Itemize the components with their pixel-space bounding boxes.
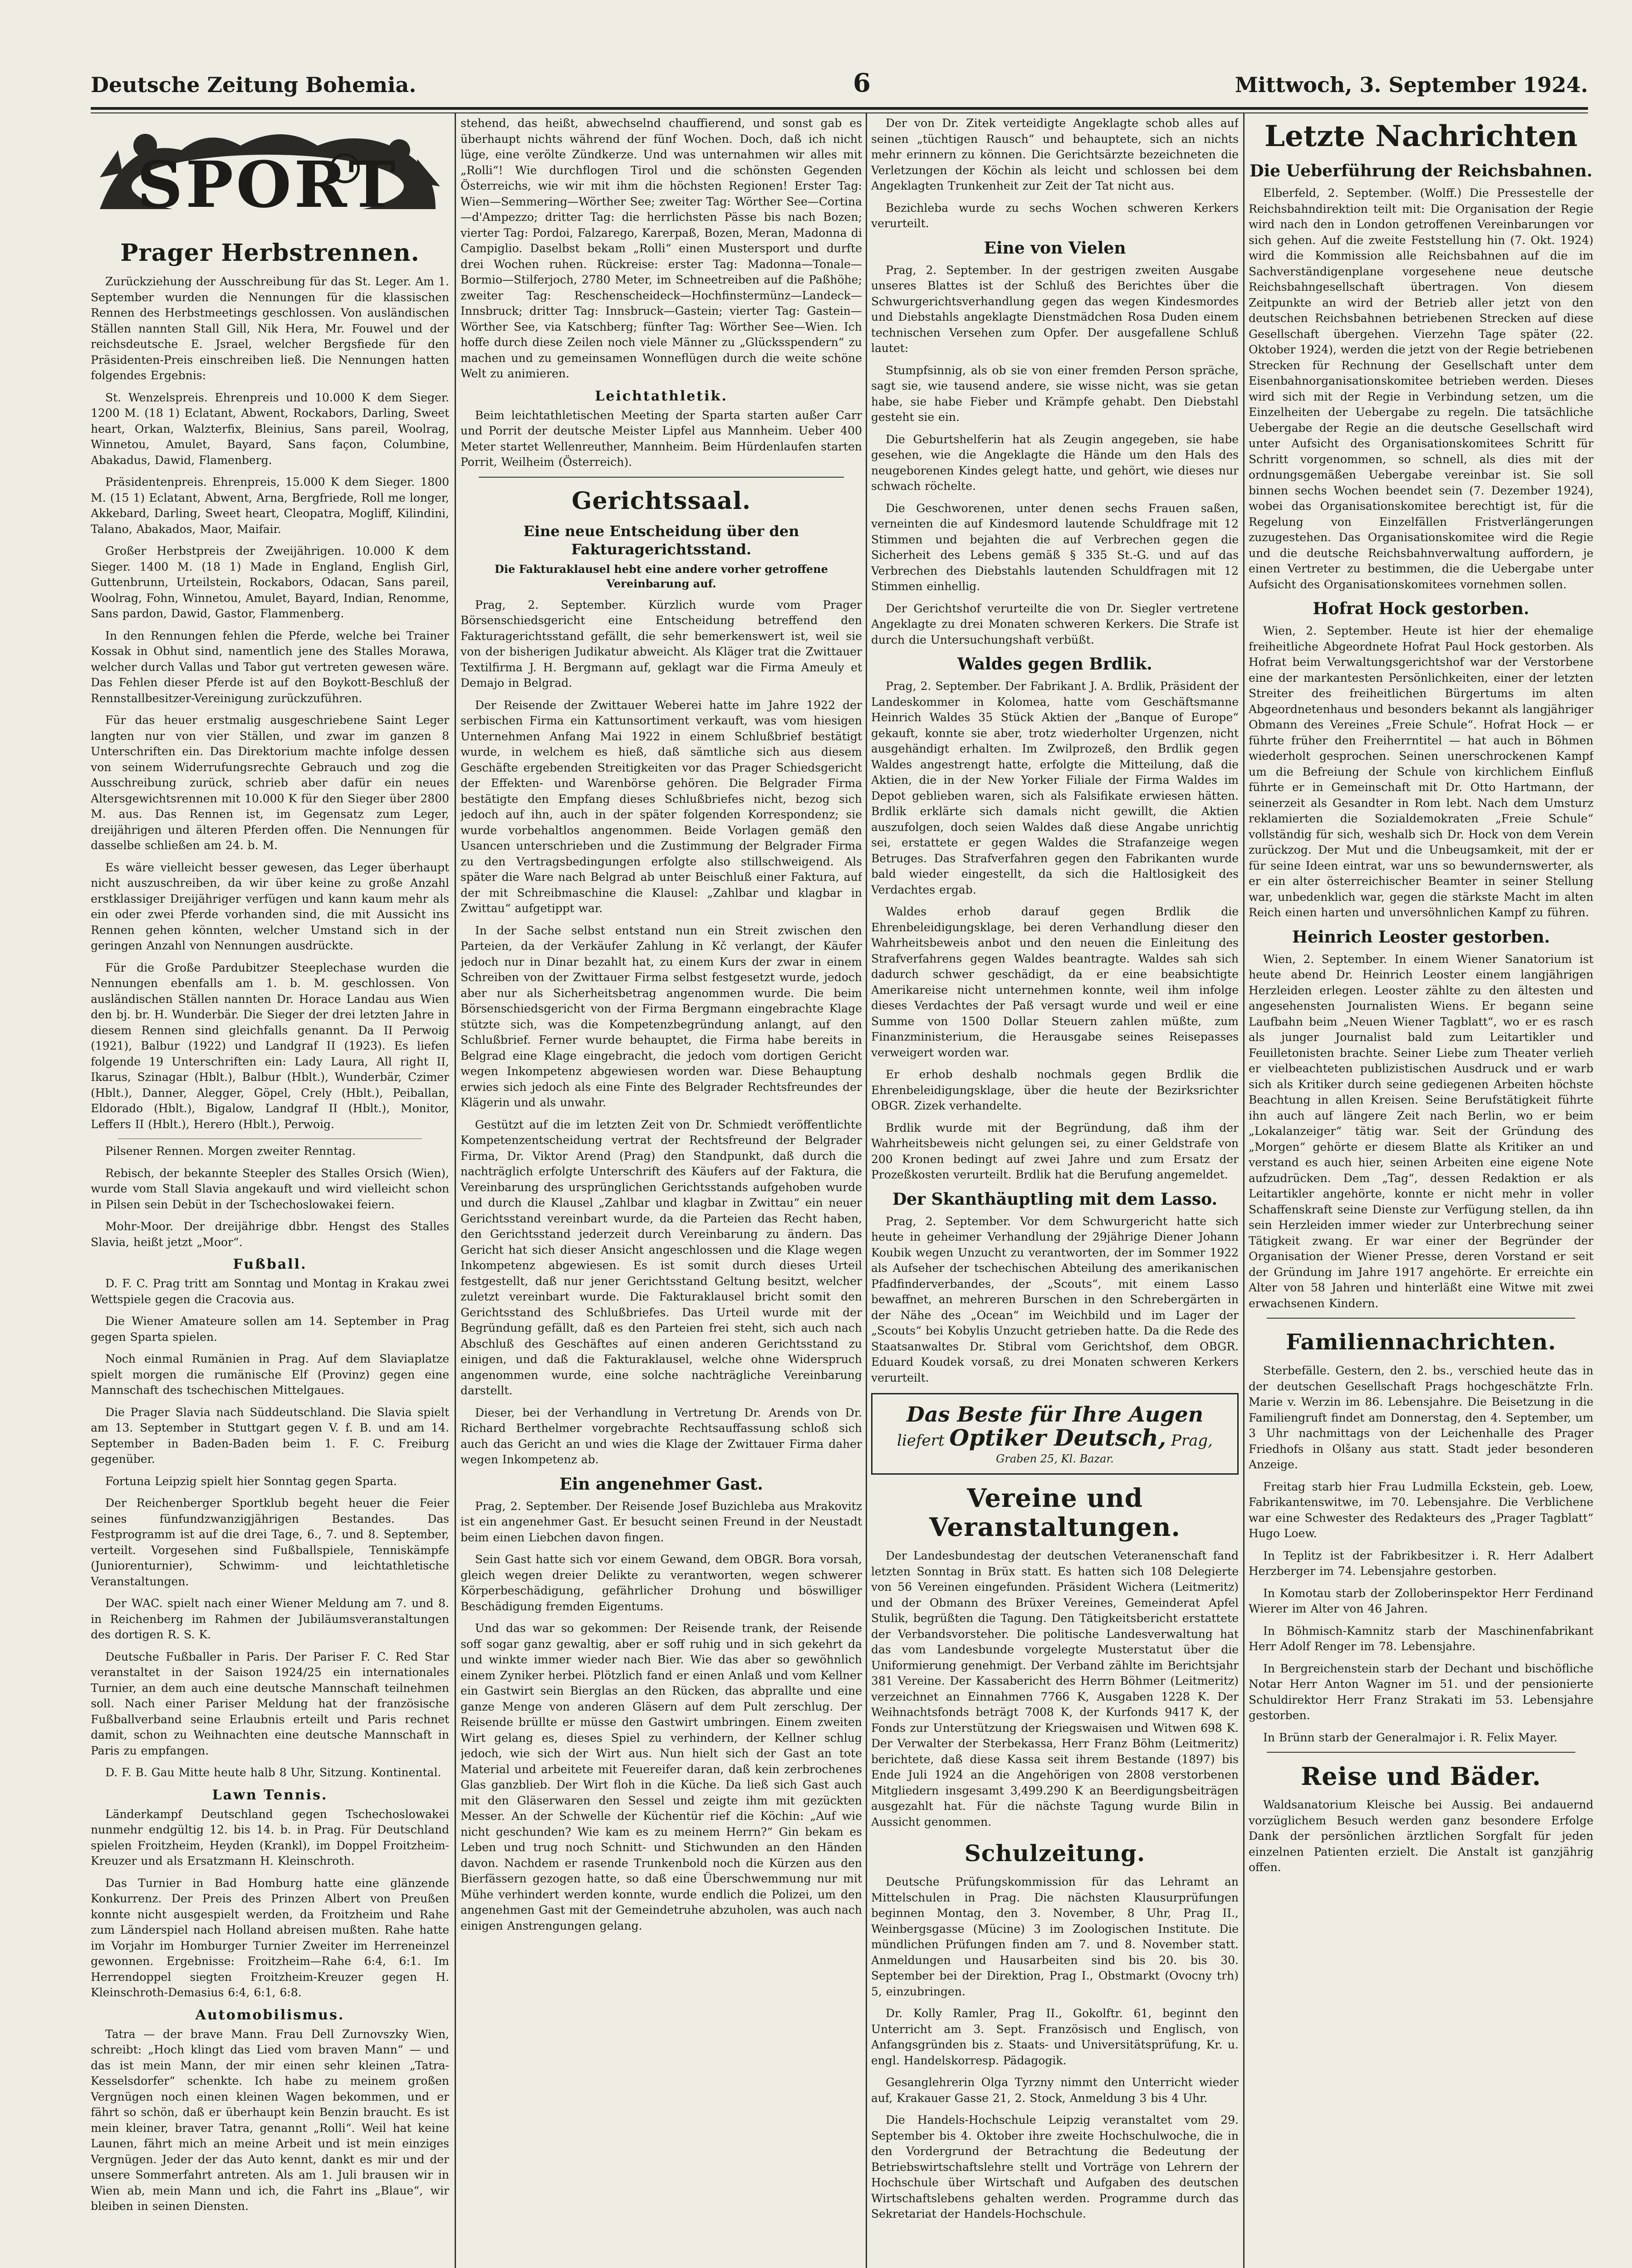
ad-prefix: liefert [897,1432,945,1450]
paragraph: Wien, 2. September. Heute ist hier der ehemalige freiheitliche Abgeordnete Hofrat Paul Hock gestorben. Als Hofrat beim Verwaltungsgerichtshof war der Verstorbene eine der markantesten Persönlichkeiten, einer der letzten Streiter des freiheitlichen Bürgertums im alten Abgeordnetenhaus und besonders bekannt als langjähriger Obmann des Vereines „Freie Schule“. Hofrat Hock — er führte früher den Freiherrntitel — hat auch in Böhmen wiederholt gesprochen. Seinen unerschrockenen Kampf um die Befreiung der Schule von kirchlichem Einfluß führte er in Gemeinschaft mit Dr. Otto Hartmann, der seinerzeit als Gesandter in Rom lebt. Nach dem Umsturz reklamierten die Sozialdemokraten „Freie Schule“ vollständig für sich, weshalb sich Dr. Hock von dem Verein zurückzog. Der Mut und die Unbeugsamkeit, mit der er für seine Ideen eintrat, war uns so bewundernswerter, als er ein alter österreichischer Beamter in seiner Stellung war, unbedenklich war, gegen die stärkste Macht im alten Reich einen harten und unversöhnlichen Kampf zu führen. [1249,624,1593,919]
column-3 [871,116,1239,2268]
paragraph: Beim leichtathletischen Meeting der Sparta starten außer Carr und Porrit der deutsche Meister Lipfel aus Mannheim. Ueber 400 Meter startet Wellenreuther, Mannheim. Beim Hürdenlaufen starten Porrit, Weilheim (Österreich). [461,408,862,469]
paragraph: In Bergreichenstein starb der Dechant und bischöfliche Notar Herr Anton Wagner im 51. und der pensionierte Schuldirektor Herr Franz Strakati im 53. Lebensjahre gestorben. [1249,1662,1593,1722]
paragraph: In Teplitz ist der Fabrikbesitzer i. R. Herr Adalbert Herzberger im 74. Lebensjahre gestorben. [1249,1549,1593,1578]
paragraph: Waldsanatorium Kleische bei Aussig. Bei andauernd vorzüglichem Besuch werden ganz besondere Erfolge Dank der persönlichen ärztlichen Sorgfalt für jeden einzelnen Patienten erzielt. Die Anstalt ist ganzjährig offen. [1249,1798,1593,1874]
ad-company: Optiker Deutsch, [949,1424,1166,1451]
paragraph: Fortuna Leipzig spielt hier Sonntag gegen Sparta. [105,1474,397,1488]
section-title-letzte-nachrichten: Letzte Nachrichten [1264,119,1578,153]
paragraph: Freitag starb hier Frau Ludmilla Eckstein, geb. Loew, Fabrikantenswitwe, im 70. Lebensjahre. Die Verblichene war eine Schwester des Redakteurs des „Prager Tagblatt“ Hugo Loew. [1249,1480,1593,1540]
paragraph: Pilsener Rennen. Morgen zweiter Renntag. [105,1144,356,1158]
paragraph: Bezichleba wurde zu sechs Wochen schweren Kerkers verurteilt. [871,201,1239,230]
section-title-gerichtssaal: Gerichtssaal. [572,487,751,515]
article-title-lasso: Der Skanthäuptling mit dem Lasso. [892,1189,1218,1209]
paragraph: Brdlik wurde mit der Begründung, daß ihm der Wahrheitsbeweis nicht gelungen sei, zu einer Geldstrafe von 200 Kronen bedingt auf zwei Jahre und zum Ersatz der Prozeßkosten verurteilt. Brdlik hat die Berufung angemeldet. [871,1121,1239,1181]
headline-subdeck: Die Fakturaklausel hebt eine andere vorher getroffene Vereinbarung auf. [495,562,828,590]
paragraph: Wien, 2. September. In einem Wiener Sanatorium ist heute abend Dr. Heinrich Leoster einem langjährigen Herzleiden erlegen. Leoster zählte zu den ältesten und angesehensten Journalisten Wiens. Er begann seine Laufbahn beim „Neuen Wiener Tagblatt“, wo er es rasch als junger Journalist bald zum Leitartikler und Feuilletonisten brachte. Seiner Liebe zum Theater verlieh er vielbeachteten publizistischen Ausdruck und er warb sich als Kritiker durch seine gediegenen Arbeiten höchste Beachtung in allen Kreisen. Seine Berufstätigkeit führte ihn auch auf längere Zeit nach Berlin, wo er beim „Lokalanzeiger“ tätig war. Seit der Gründung des „Morgen“ gehörte er diesem Blatte als Kritiker an und verstand es auch hier, seinen Arbeiten eine eigene Note aufzudrücken. Dem „Tag“, dessen Redaktion er als Leitartikler angehörte, konnte er nicht mehr in voller Schaffenskraft seine Dienste zur Verfügung stellen, da ihn sein Herzleiden immer wieder zur Unterbrechung seiner Tätigkeit zwang. Er war einer der Begründer der Organisation der Wiener Presse, deren Vorstand er seit der Gründung im Jahre 1917 angehörte. Er erreichte ein Alter von 58 Jahren und hinterläßt eine Witwe mit zwei erwachsenen Kindern. [1249,952,1593,1310]
paragraph: Waldes erhob darauf gegen Brdlik die Ehrenbeleidigungsklage, bei deren Verhandlung dieser den Wahrheitsbeweis anbot und den neuen die Einleitung des Strafverfahrens gegen Waldes beantragte. Waldes sah sich dadurch schwer geschädigt, da er eine beabsichtigte Amerikareise nicht unternehmen konnte, weil ihm infolge dieses Verdachtes der Paß versagt wurde und weil er eine Summe von 1500 Dollar Steuern zahlen müßte, zum Finanzministerium, die Herausgabe seines Reisepasses verweigert worden war. [871,905,1239,1059]
paragraph: Für das heuer erstmalig ausgeschriebene Saint Leger langten nur von vier Ställen, und zwar im ganzen 8 Unterschriften ein. Das Direktorium machte infolge dessen von seinem Widerrufungsrechte Gebrauch und zog die Ausschreibung zurück, schrieb aber dafür ein neues Altersgewichtsrennen mit 10.000 K für den Sieger über 2800 M. aus. Das Rennen ist, im Gegensatz zum Leger, dreijährigen und älteren Pferden offen. Die Nennungen für dasselbe schließen am 24. b. M. [91,714,449,852]
divider [1267,1318,1575,1319]
article-title-leoster: Heinrich Leoster gestorben. [1292,927,1550,947]
paragraph: In Brünn starb der Generalmajor i. R. Felix Mayer. [1263,1730,1558,1744]
paragraph: In der Sache selbst entstand nun ein Streit zwischen den Parteien, da der Verkäufer Zahlung in Kč verlangt, der Käufer jedoch nur in Dinar bezahlt hat, zu einem Kurs der zwar in einem Schreiben von der Zwittauer Firma selbst festgesetzt wurde, jedoch aber nur als Sicherheitsbetrag angenommen wurde. Die beim Börsenschiedsgericht von der Firma Bergmann eingebrachte Klage stützte sich, was die Kompetenzbegründung anlangt, auf den Schlußbrief. Ferner wurde behauptet, die Firma habe bereits in Belgrad eine Klage eingebracht, die jedoch vom dortigen Gericht wegen Inkompetenz abgewiesen worden war. Diese Behauptung erwies sich jedoch als eine Finte des Belgrader Rechtsfreundes der Klägerin und als unwahr. [461,924,862,1109]
paragraph: Gesanglehrerin Olga Tyrzny nimmt den Unterricht wieder auf, Krakauer Gasse 21, 2. Stock, Anmeldung 3 bis 4 Uhr. [871,2076,1239,2105]
paragraph: Deutsche Prüfungskommission für das Lehramt an Mittelschulen in Prag. Die nächsten Klausurprüfungen beginnen Montag, den 3. November, 8 Uhr, Prag II., Weinbergsgasse (Mücine) 3 im Zoologischen Institute. Die mündlichen Prüfungen finden am 7. und 8. November statt. Anmeldungen und Hausarbeiten sind bis 20. bis 30. September bei der Direktion, Prag I., Obstmarkt (Ovocny trh) 5, einzubringen. [871,1875,1239,1998]
paragraph: stehend, das heißt, abwechselnd chauffierend, und sonst gab es überhaupt nichts während der fünf Wochen. Doch, daß ich nicht lüge, eine verölte Zündkerze. Und was unternahmen wir alles mit „Rolli“! Wie durchflogen Tirol und die schönsten Gegenden Österreichs, wie wir mit ihm die höchsten Regionen! Erster Tag: Wien—Semmering—Wörther See; zweiter Tag: Wörther See—Cortina—d'Ampezzo; dritter Tag: die herrlichsten Pässe bis nach Bozen; vierter Tag: Pordoi, Falzarego, Karerpaß, Bozen, Meran, Madonna di Campiglio. Daselbst bekam „Rolli“ einen Mustersport und durfte drei Wochen ruhen. Rückreise: erster Tag: Madonna—Tonale—Bormio—Stilferjoch, 2780 Meter, im Schneetreiben auf die Paßhöhe; zweiter Tag: Reschenscheideck—Hochfinstermünz—Landeck—Innsbruck; dritter Tag: Innsbruck—Gastein; vierter Tag: Gastein—Wörther See, via Katschberg; fünfter Tag: Wörther See—Wien. Ich hoffe durch diese Zeilen noch viele Männer zu „Glücksspendern“ zu machen und zu gemeinsamen Wonneflügen durch die weite schöne Welt zu animieren. [461,117,862,380]
column-4 [1249,116,1593,2268]
paragraph: Er erhob deshalb nochmals gegen Brdlik die Ehrenbeleidigungsklage, über die heute der Bezirksrichter OBGR. Zizek verhandelte. [871,1068,1239,1112]
paragraph: In Böhmisch-Kamnitz starb der Maschinenfabrikant Herr Adolf Renger im 78. Lebensjahre. [1249,1624,1593,1653]
paragraph: Tatra — der brave Mann. Frau Dell Zurnovszky Wien, schreibt: „Hoch klingt das Lied vom braven Mann“ — und das ist mein Mann, der mir einen sehr kleinen „Tatra-Kesselsdorfer“ schenkte. Ich habe zu meinem großen Vergnügen noch einen kleinen Wagen bekommen, und er fährt so schön, daß er überhaupt kein Benzin braucht. Es ist mein kleiner, braver Tatra, genannt „Rolli“. Weil hat keine Launen, fährt mich an meine Arbeit und ist mein einziges Vergnügen. Jeder der das Auto kennt, dankt es mir und der unsere Sommerfahrt antreten. Als am 1. Juli brausen wir in Wien ab, mein Mann und ich, die Fahrt ins „Blaue“, wir bleiben in seinen Diensten. [91,2027,449,2213]
paragraph: Die Prager Slavia nach Süddeutschland. Die Slavia spielt am 13. September in Stuttgart gegen V. f. B. und am 14. September in Baden-Baden beim 1. F. C. Freiburg gegenüber. [91,1405,449,1466]
section-title-schulzeitung: Schulzeitung. [964,1840,1146,1867]
article-title-reichsbahn: Die Ueberführung der Reichsbahnen. [1250,161,1593,181]
article-title-waldes: Waldes gegen Brdlik. [957,655,1152,674]
header-rule-thin [91,112,1588,113]
section-title-familiennachrichten: Familiennachrichten. [1286,1330,1556,1355]
paragraph: Sterbefälle. Gestern, den 2. bs., verschied heute das in der deutschen Gesellschaft Prags hochgeschätzte Frln. Marie v. Werzin im 86. Lebensjahre. Die Beisetzung in die Familiengruft findet am Donnerstag, den 4. September, um 3 Uhr nachmittags von der Leichenhalle des Prager Friedhofs in Olšany aus statt. Stadt jeder besonderen Anzeige. [1249,1364,1593,1471]
page-number: 6 [853,68,871,98]
paragraph: Und das war so gekommen: Der Reisende trank, der Reisende soff sogar ganz gewaltig, aber er soff ruhig und in sich gekehrt da und winkte immer wieder nach Bier. Wie das aber so gewöhnlich einem Zyniker herbei. Plötzlich fand er einen Anlaß und vom Kellner ein Gastwirt sein Bierglas an den Rücken, das abprallte und eine ganze Menge von anderen Gläsern auf dem Pult zerschlug. Der Reisende brüllte er müsse den Gastwirt umbringen. Einem zweiten Wirt gelang es, dieses Spiel zu verhindern, der Kellner schlug jedoch, wie sich der Wirt aus. Nun hielt sich der Gast an tote Material und arbeitete mit Feuereifer daran, daß kein zerbrochenes Glas ganzblieb. Der Wirt floh in die Küche. Da ließ sich Gast auch mit den Gläserwaren den Sessel und zeigte ihm mit gezückten Messer. An der Schwelle der Küchentür rief die Köchin: „Auf wie nicht geschunden? Wie kam es zu meinem Herrn?“ Gin bekam es Leben und trug noch Schnitt- und Stichwunden an den Händen davon. Nachdem er rasende Trunkenbold noch die Kürzen aus den Bierfässern gezogen hatte, so daß eine Überschwemmung nur mit Mühe verhindert werden konnte, wurde endlich die Polizei, um den angenehmen Gast mit der Gemeindetruhe abzuholen, was auch nach einigen Anstrengungen gelang. [461,1622,862,1932]
paragraph: In den Rennungen fehlen die Pferde, welche bei Trainer Kossak in Obhut sind, namentlich jene des Stalles Morawa, welcher durch Vallas und Tabor gut vertreten gewesen wäre. Das Fehlen dieser Pferde ist auf den Boykott-Beschluß der Rennstallbesitzer-Vereinigung zurückzuführen. [91,629,449,705]
paragraph: Noch einmal Rumänien in Prag. Auf dem Slaviaplatze spielt morgen die rumänische Elf (Provinz) gegen eine Mannschaft des tschechischen Mittelgaues. [91,1352,449,1397]
article-title-hock: Hofrat Hock gestorben. [1313,599,1529,618]
paragraph: Die Wiener Amateure sollen am 14. September in Prag gegen Sparta spielen. [91,1315,449,1344]
column-rule [455,113,456,2268]
section-title-leichtathletik: Leichtathletik. [595,388,728,404]
paragraph: Zurückziehung der Ausschreibung für das St. Leger. Am 1. September wurden die Nennungen für die klassischen Rennen des Herbstmeetings geschlossen. Von ausländischen Ställen nannten Stall Gill, Nik Hera, Mr. Fouwel und der reichsdeutsche E. Jsrael, welcher Bergsfiede für den Präsidenten-Preis einschreiben ließ. Die Nennungen hatten folgendes Ergebnis: [91,275,449,382]
section-title-tennis: Lawn Tennis. [212,1787,328,1803]
article-title-gast: Ein angenehmer Gast. [559,1474,763,1494]
paragraph: Prag, 2. September. Der Reisende Josef Buzichleba aus Mrakovitz ist ein angenehmer Gast. Er besucht seinen Freund in der Neustadt beim einen Liebchen davon fingen. [461,1499,862,1544]
section-title-automobilismus: Automobilismus. [195,2007,345,2023]
header-rule [91,107,1588,110]
ad-address: Graben 25, Kl. Bazar. [996,1452,1114,1465]
paragraph: Der WAC. spielt nach einer Wiener Meldung am 7. und 8. in Reichenberg im Rahmen der Jubiläumsveranstaltungen des dortigen R. S. K. [91,1597,449,1641]
headline-deck: Eine neue Entscheidung über den Fakturagerichtsstand. [523,522,799,558]
paragraph: Stumpfsinnig, als ob sie von einer fremden Person spräche, sagt sie, wie tausend andere, sie wisse nicht, was sie getan habe, sie habe Fieber und Krämpfe gehabt. Den Diebstahl gesteht sie ein. [871,363,1239,424]
paragraph: Prag, 2. September. In der gestrigen zweiten Ausgabe unseres Blattes ist der Schluß des Berichtes über die Schwurgerichtsverhandlung gegen das wegen Kindesmordes und Diebstahls angeklagte Dienstmädchen Rosa Duden einem technischen Versehen zum Opfer. Der ausgefallene Schluß lautet: [871,263,1239,355]
section-title-fussball: Fußball. [233,1256,307,1272]
paragraph: Der Landesbundestag der deutschen Veteranenschaft fand letzten Sonntag in Brüx statt. Es hatten sich 108 Delegierte von 56 Vereinen eingefunden. Präsident Wichera (Leitmeritz) und der Obmann des Brüxer Vereines, Gemeinderat Apfel Stulik, begrüßten die Tagung. Den Tätigkeitsbericht erstattete der Verbandsvorsteher. Die politische Landesverwaltung hat das vom Landesbunde vorgelegte Musterstatut über die Uniformierung genehmigt. Der Verband zählte im Berichtsjahr 381 Vereine. Der Kassabericht des Herrn Böhmer (Leitmeritz) verzeichnet an Einnahmen 7766 K, Ausgaben 1228 K. Der Weihnachtsfonds beträgt 7008 K, der Kurfonds 9417 K, der Fonds zur Unterstützung der Kriegswaisen und Witwen 698 K. Der Verwalter der Sterbekassa, Herr Franz Böhm (Leitmeritz) berichtete, daß diese Kassa seit ihrem Bestande (1897) bis Ende Juli 1924 an die Angehörigen von 2808 verstorbenen Mitgliedern insgesamt 3,499.290 K an Beerdigungsbeiträgen ausgezahlt hat. Für die nächste Tagung wurde Bilin in Aussicht genommen. [871,1549,1239,1828]
paragraph: Elberfeld, 2. September. (Wolff.) Die Pressestelle der Reichsbahndirektion teilt mit: Die Organisation der Regie wird nach den in London getroffenen Vereinbarungen vor sich gehen. Auf die zweite Feststellung hin (7. Okt. 1924) wird die Kommission alle Reichsbahnen auf die im Sachverständigenplane vorgesehene neue deutsche Reichsbahngesellschaft übertragen. Von diesem Zeitpunkte an wird der Betrieb aller jetzt von den deutschen Reichsbahnen betriebenen Strecken auf diese Gesellschaft übergehen. Vierzehn Tage später (22. Oktober 1924), werden die jetzt von der Regie betriebenen Strecken für Rechnung der Gesellschaft unter dem Eisenbahnorganisationskomitee betrieben werden. Dieses wird sich mit der Regie in Verbindung setzen, um die Einzelheiten der Uebergabe zu regeln. Die tatsächliche Uebergabe der Regie an die deutsche Gesellschaft wird unter Aufsicht des Organisationskomitees Schritt für Schritt vorgenommen, so schnell, als dies mit der ordnungsgemäßen Uebergabe vereinbar ist. Sie soll binnen sechs Wochen beendet sein (7. Dezember 1924), wobei das Organisationskomitee berechtigt ist, für die Regelung von Einzelfällen Fristverlängerungen zuzugestehen. Das Organisationskomitee wird die Regie und die deutsche Reichsbahnverwaltung auffordern, je einen Vertreter zu bestimmen, die die Uebergabe unter Aufsicht des Organisationskomitees vornehmen sollen. [1249,186,1593,591]
paragraph: Prag, 2. September. Kürzlich wurde vom Prager Börsenschiedsgericht eine Entscheidung betreffend den Fakturagerichtsstand gefällt, die sehr bemerkenswert ist, weil sie von der bisherigen Judikatur abweicht. Als Kläger trat die Zwittauer Textilfirma J. H. Bergmann auf, geklagt war die Firma Ameuly et Demajo in Belgrad. [461,598,862,689]
sport-vignette [91,118,445,230]
divider [1267,1752,1575,1753]
sport-logo-icon [91,118,445,230]
paragraph: Sein Gast hatte sich vor einem Gewand, dem OBGR. Bora vorsah, gleich wegen dreier Delikte zu verantworten, wegen schwerer Körperbeschädigung, gefährlicher Drohung und böswilliger Beschädigung fremden Eigentums. [461,1553,862,1613]
paragraph: Die Handels-Hochschule Leipzig veranstaltet vom 29. September bis 4. Oktober ihre zweite Hochschulwoche, die in den Vordergrund der Betrachtung die Bedeutung der Betriebswirtschaftslehre stellt und Vorträge von Lehrern der Hochschule über Wirtschaft und Aufgaben des deutschen Wirtschaftslebens gehalten werden. Programme durch das Sekretariat der Handels-Hochschule. [871,2113,1239,2220]
paragraph: Länderkampf Deutschland gegen Tschechoslowakei nunmehr endgültig 12. bis 14. b. in Prag. Für Deutschland spielen Froitzheim, Heyden (Krankl), im Doppel Froitzheim-Kreuzer und als Ersatzmann H. Kleinschroth. [91,1807,449,1867]
paragraph: Der Gerichtshof verurteilte die von Dr. Siegler vertretene Angeklagte zu drei Monaten schweren Kerkers. Die Strafe ist durch die Untersuchungshaft verbüßt. [871,601,1239,646]
paragraph: Dieser, bei der Verhandlung in Vertretung Dr. Arends von Dr. Richard Berthelmer vorgebrachte Rechtsauffassung schloß sich auch das Gericht an und wies die Klage der Zwittauer Firma daher wegen Inkompetenz ab. [461,1406,862,1466]
ad-line [882,1424,1228,1452]
paragraph: Für die Große Pardubitzer Steeplechase wurden die Nennungen ebenfalls am 1. b. M. geschlossen. Von ausländischen Ställen nannten Dr. Horace Landau aus Wien den bj. br. H. Wunderbär. Die Sieger der drei letzten Jahre in diesem Rennen sind gleichfalls genannt. Da II Perwoig (1921), Balbur (1922) und Landgraf II (1923). Es liefen folgende 19 Unterschriften ein: Lady Laura, All right II, Ikarus, Szinagar (Hblt.), Balbur (Hblt.), Wunderbär, Czimer (Hblt.), Danner, Alegger, Göpel, Crely (Hblt.), Peiballan, Eldorado (Hblt.), Bigalow, Landgraf II (Hblt.), Monitor, Leffers II (Hblt.), Herero (Hblt.), Perwoig. [91,961,449,1131]
paragraph: Großer Herbstpreis der Zweijährigen. 10.000 K dem Sieger. 1400 M. (18 1) Made in England, English Girl, Guttenbrunn, Urteilstein, Rockabors, Odacan, Sans pareil, Woolrag, Fohn, Winnetou, Amulet, Bayard, Indian, Renomme, Sans pardon, Dawid, Gastor, Flammenberg. [91,544,449,620]
paragraph: Die Geburtshelferin hat als Zeugin angegeben, sie habe gesehen, wie die Angeklagte die Hände um den Hals des neugeborenen Kindes gelegt hatte, und gehört, wie dieses nur schwach röchelte. [871,432,1239,493]
paragraph: Der Reisende der Zwittauer Weberei hatte im Jahre 1922 der serbischen Firma ein Kattunsortiment verkauft, was vom hiesigen Unternehmen Anfang Mai 1922 in einem Schlußbrief bestätigt wurde, in welchem es hieß, daß sämtliche sich aus diesem Geschäfte ergebenden Streitigkeiten vor das Prager Schiedsgericht der Effekten- und Warenbörse gehören. Die Belgrader Firma bestätigte den Empfang dieses Schlußbriefes nicht, bezog sich jedoch auf ihn, auch in der später folgenden Korrespondenz; sie wurde vorbehaltlos angenommen. Beide Vorlagen gemäß den Usancen unterschrieben und die Zustimmung der Belgrader Firma zu den Vertragsbedingungen erfolgte also stillschweigend. Als später die Ware nach Belgrad ab unter Beischluß einer Faktura, auf der mit Schreibmaschine die Klausel: „Zahlbar und klagbar in Zwittau“ aufgetippt war. [461,698,862,915]
paragraph: D. F. B. Gau Mitte heute halb 8 Uhr, Sitzung. Kontinental. [105,1766,441,1779]
paragraph: Gestützt auf die im letzten Zeit von Dr. Schmiedt veröffentlichte Kompetenzentscheidung vertrat der Rechtsfreund der Belgrader Firma, Dr. Viktor Arend (Prag) den Standpunkt, daß durch die nachträglich erfolgte Unterschrift des Käufers auf der Faktura, die Vereinbarung des ursprünglichen Gerichtsstands aufgehoben wurde und durch die Klausel „Zahlbar und klagbar in Zwittau“ ein neuer Gerichtsstand vereinbart wurde, da die Parteien das Recht haben, den Gerichtsstand jederzeit durch Vereinbarung zu ändern. Das Gericht hat sich dieser Ansicht angeschlossen und die Klage wegen Inkompetenz abgewiesen. Es ist somit durch dieses Urteil festgestellt, daß nur jener Gerichtsstand Geltung besitzt, welcher zuletzt vereinbart wurde. Die Fakturaklausel bricht somit den Gerichtsstand des Schlußbriefes. Das Urteil wurde mit der Begründung gefällt, daß es den Parteien frei steht, sich auch nach Abschluß des Geschäftes auf einen anderen Gerichtsstand zu einigen, und daß die Fakturaklausel, welche ohne Widerspruch angenommen wurde, eine solche nachträgliche Vereinbarung darstellt. [461,1118,862,1397]
paragraph: D. F. C. Prag tritt am Sonntag und Montag in Krakau zwei Wettspiele gegen die Cracovia aus. [91,1277,449,1306]
column-rule [1243,113,1245,2268]
divider [479,477,844,478]
ad-city: Prag, [1171,1432,1213,1450]
paragraph: Es wäre vielleicht besser gewesen, das Leger überhaupt nicht auszuschreiben, da wir über keine zu große Anzahl erstklassiger Dreijähriger verfügen und kann kaum mehr als ein oder zwei Pferde vorhanden sind, die mit Aussicht ins Rennen gehen könnten, welcher Umstand sich in der geringen Anzahl von Nennungen ausdrückte. [91,860,449,952]
paragraph: St. Wenzelspreis. Ehrenpreis und 10.000 K dem Sieger. 1200 M. (18 1) Eclatant, Abwent, Rockabors, Darling, Sweet heart, Orkan, Walzterfix, Bleinius, Sans pareil, Woolrag, Winnetou, Amulet, Bayard, Sans façon, Columbine, Abakadus, Dawid, Flamenberg. [91,391,449,467]
section-title-reise: Reise und Bäder. [1301,1762,1541,1791]
section-title-vereine: Vereine und Veranstaltungen. [929,1483,1181,1542]
paragraph: Mohr-Moor. Der dreijährige dbbr. Hengst des Stalles Slavia, heißt jetzt „Moor“. [91,1220,449,1249]
column-rule [866,113,867,2268]
column-1 [91,116,449,2268]
paragraph: In Komotau starb der Zolloberinspektor Herr Ferdinand Wierer im Alter von 46 Jahren. [1249,1586,1593,1615]
paragraph: Die Geschworenen, unter denen sechs Frauen saßen, verneinten die auf Kindesmord lautende Schuldfrage mit 12 Stimmen und bejahten die auf Verbrechen gegen die Sicherheit des Lebens gemäß § 335 St.-G. und auf das Verbrechen des Diebstahls lautenden Schuldfragen mit 12 Stimmen einhellig. [871,501,1239,593]
paragraph: Der von Dr. Zitek verteidigte Angeklagte schob alles auf seinen „tüchtigen Rausch“ und behauptete, sich an nichts mehr erinnern zu können. Die Gerichtsärzte bezeichneten die Verletzungen der Köchin als leicht und schlossen bei dem Angeklagten Trunkenheit zur Zeit der Tat nicht aus. [871,117,1239,192]
article-title-vielen: Eine von Vielen [984,238,1126,258]
paragraph: Prag, 2. September. Vor dem Schwurgericht hatte sich heute in geheimer Verhandlung der 29jährige Diener Johann Koubik wegen Unzucht zu verantworten, der im Sommer 1922 als Aufseher der tschechischen Abteilung des amerikanischen Pfadfinderverbandes, der „Scouts“, mit einem Lasso bewaffnet, an mehreren Burschen in den Schrebergärten in der Nähe des „Ocean“ im Weichbild und im Lager der „Scouts“ bei Kobylis Unzucht getrieben hatte. Da die Rede des Staatsanwaltes Dr. Stibral vom Gerichtshof, dem OBGR. Eduard Koudek vorsaß, zu drei Monaten schweren Kerkers verurteilt. [871,1214,1239,1384]
paragraph: Dr. Kolly Ramler, Prag II., Gokolftr. 61, beginnt den Unterricht am 3. Sept. Französisch und Englisch, von Anfangsgründen bis z. Staats- und Universitätsprüfung, Kr. u. engl. Handelskorresp. Pädagogik. [871,2007,1239,2067]
paragraph: Deutsche Fußballer in Paris. Der Pariser F. C. Red Star veranstaltet in der Saison 1924/25 ein internationales Turnier, an dem auch eine deutsche Mannschaft teilnehmen soll. Nach einer Pariser Meldung hat der französische Fußballverband seine Erlaubnis erteilt und Paris rechnet damit, schon zu Weihnachten eine deutsche Mannschaft in Paris zu empfangen. [91,1650,449,1757]
running-head [91,68,1588,104]
masthead-name: Deutsche Zeitung Bohemia. [91,73,417,97]
optiker-advertisement [871,1393,1239,1475]
paragraph: Das Turnier in Bad Homburg hatte eine glänzende Konkurrenz. Der Preis des Prinzen Albert von Preußen konnte nicht ausgespielt werden, da Froitzheim und Rahe zum Länderspiel nach Holland abreisen mußten. Rahe hatte im Vorjahr im Homburger Turnier Zweiter im Herreneinzel gewonnen. Ergebnisse: Froitzheim—Rahe 6:4, 6:1. Im Herrendoppel siegten Froitzheim-Kreuzer gegen H. Kleinschroth-Demasius 6:4, 6:1, 6:8. [91,1876,449,1999]
paragraph: Prag, 2. September. Der Fabrikant J. A. Brdlik, Präsident der Landeskommer in Kolomea, hatte vom Geschäftsmanne Heinrich Waldes 35 Stück Aktien der „Banque of Europe“ gekauft, konnte sie aber, trotz wiederholter Urgenzen, nicht ausgehändigt erhalten. Im Zwilprozeß, den Brdlik gegen Waldes angestrengt hatte, erfolgte die Mitteilung, daß die Aktien, die in der New Yorker Filiale der Firma Waldes im Depot geblieben waren, sich als Falsifikate erwiesen hätten. Brdlik erklärte sich damals nicht gewillt, die Aktien auszufolgen, doch seien Waldes daß diese Angabe unrichtig sei, erstattete er gegen Waldes die Strafanzeige wegen Betruges. Das Strafverfahren gegen den Fabrikanten wurde bald wieder eingestellt, da sich die Haltlosigkeit des Verdachtes ergab. [871,679,1239,896]
ad-headline: Das Beste für Ihre Augen [906,1402,1204,1427]
paragraph: Der Reichenberger Sportklub begeht heuer die Feier seines fünfundzwanzigjährigen Bestandes. Das Festprogramm ist auf die drei Tage, 6., 7. und 8. September, verteilt. Vorgesehen sind Fußballspiele, Tenniskämpfe (Juniorenturnier), Schwimm- und leichtathletische Veranstaltungen. [91,1496,449,1588]
paragraph: Rebisch, der bekannte Steepler des Stalles Orsich (Wien), wurde vom Stall Slavia angekauft und wird vielleicht schon in Pilsen sein Debüt in der Tschechoslowakei feiern. [91,1166,449,1211]
paragraph: Präsidentenpreis. Ehrenpreis, 15.000 K dem Sieger. 1800 M. (15 1) Eclatant, Abwent, Arna, Bergfriede, Roll me longer, Akkebard, Darling, Sweet heart, Cleopatra, Mogliff, Kilindini, Talano, Abakados, Maor, Maifair. [91,475,449,536]
sport-logo-text: SPORT [137,148,399,222]
issue-date: Mittwoch, 3. September 1924. [1235,73,1588,97]
column-2 [461,116,862,2268]
section-title-herbstrennen: Prager Herbstrennen. [120,239,420,267]
